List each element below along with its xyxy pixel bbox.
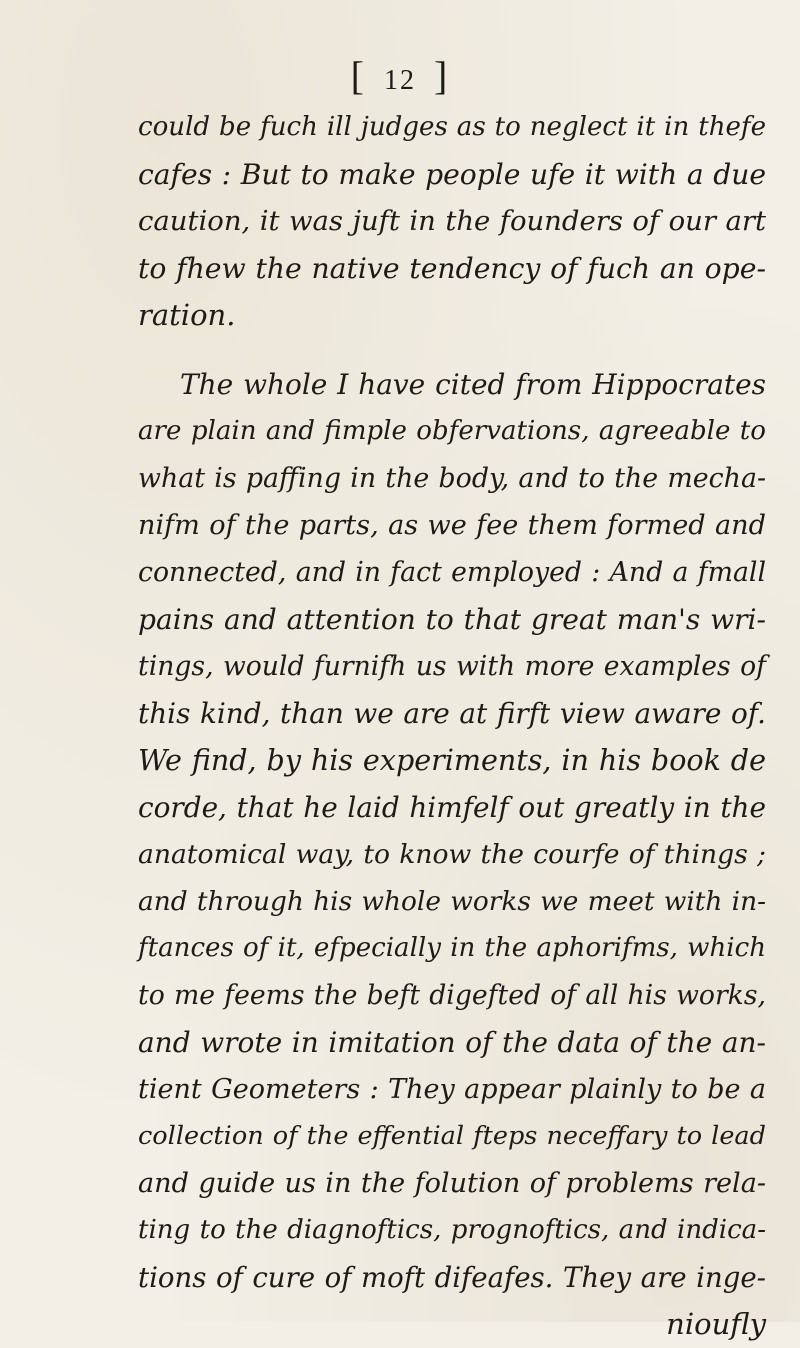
paragraph-1	[138, 104, 766, 339]
open-bracket: [	[350, 53, 366, 98]
text-line: to fhew the native tendency of fuch an ope-	[138, 252, 766, 285]
text-line: and wrote in imitation of the data of the an-	[138, 1026, 766, 1059]
text-line: this kind, than we are at firft view aware of.	[138, 697, 766, 730]
text-line: caution, it was juft in the founders of our art	[138, 205, 766, 237]
text-line: tient Geometers : They appear plainly to be a	[138, 1074, 766, 1105]
text-line: tings, would furnifh us with more examples of	[138, 651, 766, 682]
text-line: pains and attention to that great man's wri-	[138, 603, 766, 636]
paragraph-2	[138, 361, 766, 1348]
close-bracket: ]	[434, 53, 450, 98]
text-line: and through his whole works we meet with in-	[138, 886, 766, 917]
page-number: 12	[384, 65, 416, 96]
text-line: ration.	[138, 298, 236, 332]
text-line: anatomical way, to know the courfe of things ;	[138, 839, 766, 870]
text-line: corde, that he laid himfelf out greatly in the	[138, 791, 766, 824]
text-line: tions of cure of moft difeafes. They are inge-	[138, 1261, 766, 1294]
text-line: cafes : But to make people ufe it with a due	[138, 158, 766, 191]
text-line: to me feems the beft digefted of all his works,	[138, 980, 766, 1011]
text-line: ftances of it, efpecially in the aphorifms, which	[138, 933, 766, 963]
text-line: collection of the effential fteps neceffary to lead	[138, 1121, 766, 1151]
text-line: could be fuch ill judges as to neglect it in thefe	[138, 112, 766, 142]
text-line: We find, by his experiments, in his book de	[138, 743, 766, 777]
text-line: nifm of the parts, as we fee them formed and	[138, 510, 766, 541]
text-line: The whole I have cited from Hippocrates	[180, 368, 766, 401]
text-line: what is paffing in the body, and to the mecha-	[138, 463, 766, 494]
catchword: nioufly	[666, 1307, 766, 1341]
text-line: are plain and fimple obfervations, agreeable to	[138, 416, 766, 446]
text-line: and guide us in the folution of problems rela-	[138, 1168, 766, 1199]
text-line: ting to the diagnoftics, prognoftics, and indica-	[138, 1215, 766, 1245]
page-header	[0, 52, 800, 99]
text-line: connected, and in fact employed : And a fmall	[138, 557, 766, 588]
